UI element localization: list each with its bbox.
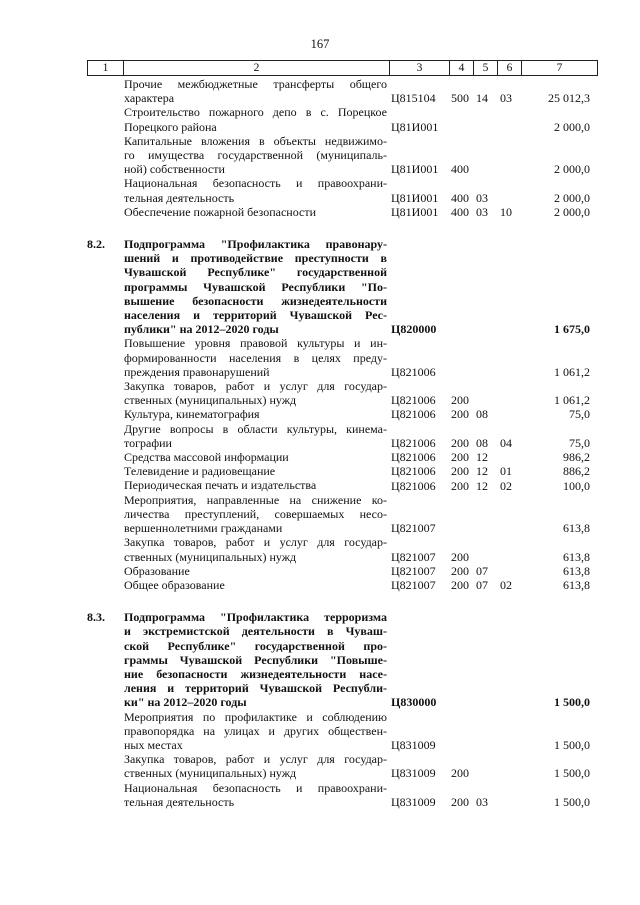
row-name-line: характера — [124, 91, 175, 106]
row-name-line: Телевидение и радиовещание — [124, 464, 276, 479]
row-name-line: программы Чувашской Республики "По- — [124, 279, 387, 294]
page-number: 167 — [310, 37, 330, 51]
section: 08 — [476, 435, 488, 450]
expense-type: 500 — [451, 91, 469, 106]
section: 12 — [476, 450, 488, 465]
budget-code: Ц821006 — [391, 435, 436, 450]
budget-code: Ц831009 — [391, 737, 436, 752]
row-name-line: Капитальные вложения в объекты недвижимо- — [124, 133, 387, 148]
row-name-line: Мероприятия, направленные на снижение ко- — [124, 492, 387, 507]
table-row — [0, 478, 640, 492]
budget-code: Ц831009 — [391, 766, 436, 781]
amount: 2 000,0 — [554, 204, 590, 219]
section: 03 — [476, 794, 488, 809]
row-name-line: личества преступлений, совершаемых несо- — [124, 506, 387, 521]
row-name-line: ных местах — [124, 737, 183, 752]
row-name-line: Общее образование — [124, 577, 225, 592]
row-values — [0, 436, 640, 450]
subsection: 04 — [500, 435, 512, 450]
row-name-line: публики" на 2012–2020 годы — [124, 322, 279, 337]
amount: 75,0 — [569, 435, 590, 450]
budget-code: Ц821006 — [391, 364, 436, 379]
row-name-line: преждения правонарушений — [124, 364, 270, 379]
row-name-line: ние безопасности жизнедеятельности насе- — [124, 666, 387, 681]
table-row — [0, 205, 640, 219]
budget-code: Ц830000 — [391, 695, 437, 710]
budget-code: Ц821007 — [391, 549, 436, 564]
row-name-line: Национальная безопасность и правоохрани- — [124, 176, 387, 191]
column-header-row — [88, 61, 598, 76]
section: 03 — [476, 190, 488, 205]
row-values — [0, 162, 640, 176]
row-name-line: шений и противодействие преступности в — [124, 251, 387, 266]
expense-type: 200 — [451, 563, 469, 578]
amount: 986,2 — [563, 450, 590, 465]
row-values — [0, 322, 640, 336]
section-gap — [0, 219, 640, 237]
row-name-line: Подпрограмма "Профилактика правонару- — [124, 237, 387, 252]
row-name-line: тографии — [124, 435, 172, 450]
row-name-line: ственных (муниципальных) нужд — [124, 393, 297, 408]
row-name-line: Закупка товаров, работ и услуг для государ- — [124, 752, 387, 767]
row-name-line: Национальная безопасность и правоохрани- — [124, 780, 387, 795]
row-name-line: тельная деятельность — [124, 190, 235, 205]
subsection: 03 — [500, 91, 512, 106]
row-name-line: Подпрограмма "Профилактика терроризма — [124, 610, 387, 625]
table-row — [0, 134, 640, 177]
column-header: 4 — [450, 61, 474, 76]
row-values — [0, 393, 640, 407]
expense-type: 400 — [451, 204, 469, 219]
row-name-line: Чувашской Республике" государственной — [124, 265, 387, 280]
row-values — [0, 205, 640, 219]
amount: 2 000,0 — [554, 190, 590, 205]
budget-code: Ц821006 — [391, 393, 436, 408]
budget-code: Ц821006 — [391, 464, 436, 479]
budget-code: Ц821006 — [391, 478, 436, 493]
table-row — [0, 176, 640, 204]
column-header: 6 — [498, 61, 522, 76]
table-row — [0, 781, 640, 809]
expense-type: 200 — [451, 464, 469, 479]
amount: 613,8 — [563, 549, 590, 564]
budget-code: Ц81И001 — [391, 190, 439, 205]
amount: 886,2 — [563, 464, 590, 479]
row-name-line: Образование — [124, 563, 190, 578]
amount: 1 500,0 — [554, 737, 590, 752]
amount: 2 000,0 — [554, 119, 590, 134]
amount: 1 500,0 — [554, 695, 590, 710]
column-header-table — [87, 60, 598, 76]
section: 12 — [476, 464, 488, 479]
row-values — [0, 795, 640, 809]
row-name-line: ки" на 2012–2020 годы — [124, 695, 247, 710]
row-name-line: ственных (муниципальных) нужд — [124, 549, 297, 564]
amount: 613,8 — [563, 577, 590, 592]
section: 07 — [476, 577, 488, 592]
expense-type: 200 — [451, 766, 469, 781]
row-name-line: Культура, кинематография — [124, 407, 260, 422]
amount: 1 061,2 — [554, 364, 590, 379]
row-name-line: Мероприятия по профилактике и соблюдению — [124, 709, 387, 724]
expense-type: 200 — [451, 450, 469, 465]
budget-code: Ц820000 — [391, 322, 437, 337]
budget-table-body — [0, 77, 640, 809]
row-name-line: Прочие межбюджетные трансферты общего — [124, 77, 387, 91]
row-name-line: вершеннолетними гражданами — [124, 521, 283, 536]
row-name-line: ственных (муниципальных) нужд — [124, 766, 297, 781]
row-values — [0, 407, 640, 421]
section: 14 — [476, 91, 488, 106]
subsection: 02 — [500, 478, 512, 493]
expense-type: 200 — [451, 435, 469, 450]
budget-code: Ц81И001 — [391, 119, 439, 134]
section-gap — [0, 592, 640, 610]
section: 08 — [476, 407, 488, 422]
row-name-line: Порецкого района — [124, 119, 217, 134]
row-name-line: ной) собственности — [124, 162, 225, 177]
budget-code: Ц821006 — [391, 450, 436, 465]
expense-type: 200 — [451, 478, 469, 493]
column-header: 1 — [88, 61, 124, 76]
row-name-line: вышение безопасности жизнедеятельности — [124, 293, 387, 308]
amount: 75,0 — [569, 407, 590, 422]
amount: 1 675,0 — [554, 322, 590, 337]
amount: 613,8 — [563, 563, 590, 578]
amount: 100,0 — [563, 478, 590, 493]
table-row — [0, 422, 640, 450]
expense-type: 200 — [451, 577, 469, 592]
budget-code: Ц81И001 — [391, 162, 439, 177]
subprogram-row — [0, 237, 640, 336]
expense-type: 200 — [451, 549, 469, 564]
expense-type: 400 — [451, 162, 469, 177]
row-name-line: и экстремистской деятельности в Чуваш- — [124, 624, 387, 639]
row-name-line: Средства массовой информации — [124, 450, 289, 465]
amount: 2 000,0 — [554, 162, 590, 177]
row-values — [0, 479, 640, 493]
subsection: 01 — [500, 464, 512, 479]
table-row — [0, 710, 640, 753]
expense-type: 200 — [451, 794, 469, 809]
row-name-line: граммы Чувашской Республики "Повыше- — [124, 652, 387, 667]
row-name-line: Закупка товаров, работ и услуг для государ- — [124, 535, 387, 550]
table-row — [0, 336, 640, 379]
table-row — [0, 752, 640, 780]
row-values — [0, 550, 640, 564]
amount: 1 500,0 — [554, 794, 590, 809]
table-row — [0, 105, 640, 133]
row-values — [0, 738, 640, 752]
budget-code: Ц821007 — [391, 577, 436, 592]
row-values — [0, 578, 640, 592]
row-name-line: Периодическая печать и издательства — [124, 478, 317, 493]
row-name-line: Повышение уровня правовой культуры и ин- — [124, 336, 387, 351]
row-name-line: населения и территорий Чувашской Рес- — [124, 308, 387, 323]
section: 03 — [476, 204, 488, 219]
row-values — [0, 464, 640, 478]
subsection: 10 — [500, 204, 512, 219]
row-name-line: Строительство пожарного депо в с. Порецкое — [124, 105, 387, 120]
row-name-line: ления и территорий Чувашской Республи- — [124, 681, 387, 696]
table-row — [0, 379, 640, 407]
row-name-line: Обеспечение пожарной безопасности — [124, 204, 317, 219]
row-values — [0, 91, 640, 105]
expense-type: 400 — [451, 190, 469, 205]
row-values — [0, 365, 640, 379]
row-name-line: ской Республике" государственной про- — [124, 638, 387, 653]
column-header: 2 — [124, 61, 390, 76]
table-row — [0, 493, 640, 536]
row-values — [0, 766, 640, 780]
budget-code: Ц831009 — [391, 794, 436, 809]
row-name-line: правопорядка на улицах и других обществен- — [124, 723, 387, 738]
expense-type: 200 — [451, 393, 469, 408]
subsection: 02 — [500, 577, 512, 592]
column-header: 5 — [474, 61, 498, 76]
table-row — [0, 464, 640, 478]
row-name-line: го имущества государственной (муниципаль- — [124, 148, 387, 163]
table-row — [0, 578, 640, 592]
row-values — [0, 191, 640, 205]
row-values — [0, 120, 640, 134]
table-row — [0, 564, 640, 578]
amount: 25 012,3 — [548, 91, 590, 106]
row-number: 8.2. — [87, 237, 105, 252]
row-name-line: формированности населения в целях преду- — [124, 350, 387, 365]
budget-code: Ц81И001 — [391, 204, 439, 219]
budget-code: Ц821006 — [391, 407, 436, 422]
table-row — [0, 450, 640, 464]
row-values — [0, 695, 640, 709]
column-header: 7 — [522, 61, 598, 76]
row-name-line: тельная деятельность — [124, 794, 235, 809]
amount: 1 500,0 — [554, 766, 590, 781]
table-row — [0, 77, 640, 105]
column-header: 3 — [390, 61, 450, 76]
amount: 613,8 — [563, 521, 590, 536]
table-row — [0, 535, 640, 563]
subprogram-row — [0, 610, 640, 709]
row-values — [0, 521, 640, 535]
section: 07 — [476, 563, 488, 578]
budget-code: Ц821007 — [391, 521, 436, 536]
row-name-line: Другие вопросы в области культуры, кинема- — [124, 421, 387, 436]
amount: 1 061,2 — [554, 393, 590, 408]
expense-type: 200 — [451, 407, 469, 422]
row-name-line: Закупка товаров, работ и услуг для государ- — [124, 379, 387, 394]
table-row — [0, 407, 640, 421]
row-number: 8.3. — [87, 610, 105, 625]
row-values — [0, 450, 640, 464]
budget-code: Ц815104 — [391, 91, 436, 106]
row-values — [0, 564, 640, 578]
section: 12 — [476, 478, 488, 493]
budget-code: Ц821007 — [391, 563, 436, 578]
